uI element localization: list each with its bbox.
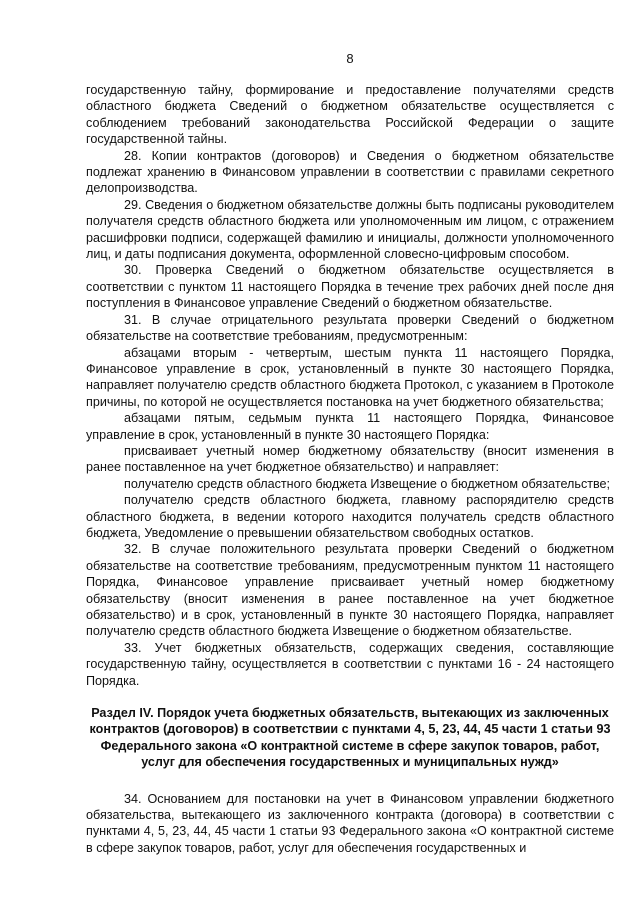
paragraph-31-subitem-2: абзацами пятым, седьмым пункта 11 настоящего Порядка, Финансовое управление в срок, установленный в пункте 30 настоящего Порядка: <box>86 411 614 442</box>
paragraph-continuation: государственную тайну, формирование и предоставление получателями средств областного бюджета Сведений о бюджетном обязательстве осуществляется с соблюдением требований законодательства Российской Федерации о защите государственной тайны. <box>86 83 614 147</box>
paragraph-31-subitem-2-action: присваивает учетный номер бюджетному обязательству (вносит изменения в ранее поставленное на учет бюджетное обязательство) и направляет: <box>86 443 614 475</box>
page-number: 8 <box>346 51 354 66</box>
document-body <box>86 82 614 856</box>
paragraph-32: 32. В случае положительного результата проверки Сведений о бюджетном обязательстве на соответствие требованиям, предусмотренным пунктом 11 настоящего Порядка, Финансовое управление присваивает учетный номер бюджетному обязательству (вносит изменения в ранее поставленное на учет бюджетное обязательство) и в срок, установленный в пункте 30 настоящего Порядка, направляет получателю средств областного бюджета Извещение о бюджетном обязательстве. <box>86 542 614 639</box>
paragraph-31-recipient-1: получателю средств областного бюджета Извещение о бюджетном обязательстве; <box>124 476 611 491</box>
paragraph-31-subitem-1: абзацами вторым - четвертым, шестым пункта 11 настоящего Порядка, Финансовое управление в срок, установленный в пункте 30 настоящего Порядка, направляет получателю средств областного бюджета Протокол, с указанием в Протоколе причины, по которой не осуществляется постановка на учет бюджетного обязательства; <box>86 345 614 409</box>
paragraph-31: 31. В случае отрицательного результата проверки Сведений о бюджетном обязательстве на соответствие требованиям, предусмотренным: <box>86 312 614 344</box>
paragraph-30: 30. Проверка Сведений о бюджетном обязательстве осуществляется в соответствии с пунктом 11 настоящего Порядка в течение трех рабочих дней после дня поступления в Финансовое управление Сведений о бюджетном обязательстве. <box>86 263 614 311</box>
paragraph-29: 29. Сведения о бюджетном обязательстве должны быть подписаны руководителем получателя средств областного бюджета или уполномоченным им лицом, с отражением расшифровки подписи, содержащей фамилию и инициалы, должности уполномоченного лиц, и даты подписания документа, оформленной словесно-цифровым способом. <box>86 197 614 262</box>
section-heading: Раздел IV. Порядок учета бюджетных обязательств, вытекающих из заключенных контрактов (договоров) в соответствии с пунктами 4, 5, 23, 44, 45 части 1 статьи 93 Федерального закона «О контрактной системе в сфере закупок товаров, работ, услуг для обеспечения государственных и муниципальных нужд» <box>89 706 611 770</box>
paragraph-31-recipient-2: получателю средств областного бюджета, главному распорядителю средств областного бюджета, в ведении которого находится получатель средств областного бюджета, Уведомление о превышении обязательством свободных остатков. <box>86 493 614 540</box>
paragraph-34: 34. Основанием для постановки на учет в Финансовом управлении бюджетного обязательства, вытекающего из заключенного контракта (договора) в соответствии с пунктами 4, 5, 23, 44, 45 части 1 статьи 93 Федерального закона «О контрактной системе в сфере закупок товаров, работ, услуг для обеспечения государственных и <box>86 791 614 855</box>
paragraph-33: 33. Учет бюджетных обязательств, содержащих сведения, составляющие государственную тайну, осуществляется в соответствии с пунктами 16 - 24 настоящего Порядка. <box>86 640 614 688</box>
paragraph-28: 28. Копии контрактов (договоров) и Сведения о бюджетном обязательстве подлежат хранению в Финансовом управлении в соответствии с правилами секретного делопроизводства. <box>86 148 614 196</box>
